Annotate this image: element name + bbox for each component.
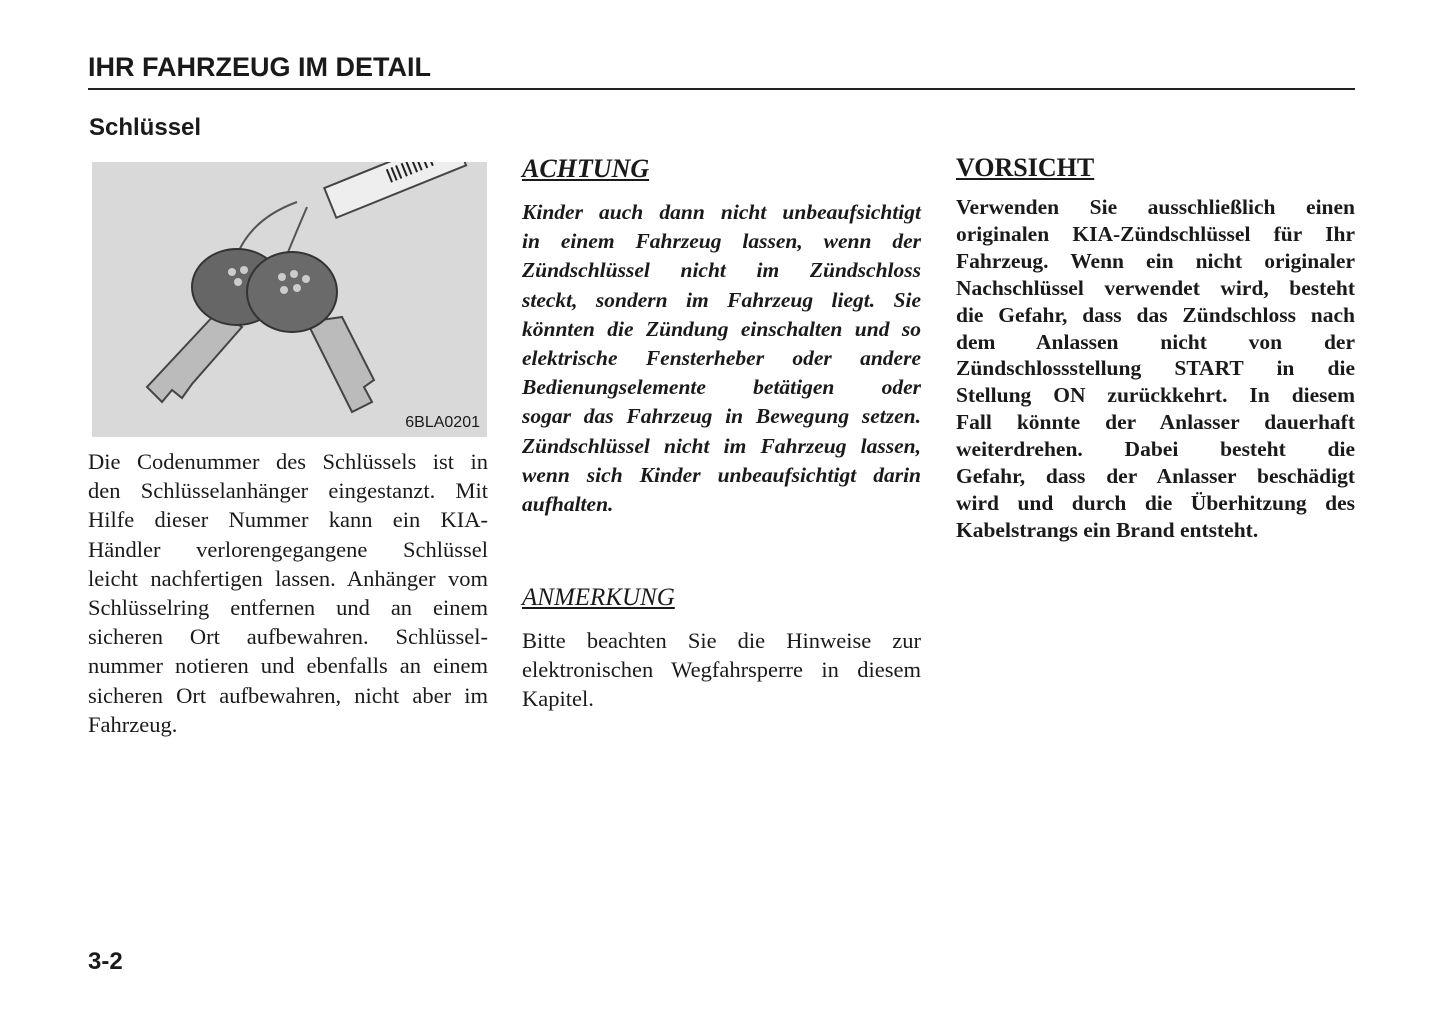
- header-divider: [88, 88, 1355, 90]
- text-line: wird und durch die Überhitzung des: [956, 490, 1355, 515]
- text-line: weiterdrehen. Dabei besteht die: [956, 437, 1355, 462]
- text-line: Kinder auch dann nicht unbeaufsichtigt: [522, 200, 921, 224]
- text-line: könnten die Zündung einschalten und so: [522, 316, 921, 341]
- text-line: Zündschlüssel nicht im Zündschloss: [522, 258, 921, 283]
- text-line: die Gefahr, dass das Zündschloss nach: [956, 302, 1355, 327]
- text-line: Die Codenummer des Schlüssels ist in: [88, 449, 488, 474]
- text-line: Kabelstrangs ein Brand entsteht.: [956, 517, 1259, 542]
- text-line: leicht nachfertigen lassen. Anhänger vom: [88, 565, 488, 591]
- text-line: Fall könnte der Anlasser dauerhaft: [956, 410, 1355, 435]
- text-line: Zündschlossstellung START in die: [956, 356, 1355, 381]
- text-line: dem Anlassen nicht von der: [956, 329, 1355, 354]
- text-line: Händler verlorengegangene Schlüssel: [88, 536, 488, 562]
- text-line: Stellung ON zurückkehrt. In diesem: [956, 383, 1355, 408]
- text-line: in einem Fahrzeug lassen, wenn der: [522, 229, 921, 254]
- text-line: originalen KIA-Zündschlüssel für Ihr: [956, 221, 1355, 246]
- vorsicht-paragraph: [956, 194, 1355, 544]
- keys-drawing: [92, 162, 487, 437]
- text-line: aufhalten.: [522, 492, 614, 517]
- page-number: 3-2: [88, 948, 123, 975]
- text-line: Schlüsselring entfernen und an einem: [88, 595, 488, 621]
- text-line: Fahrzeug. Wenn ein nicht originaler: [956, 248, 1355, 273]
- text-line: Zündschlüssel nicht im Fahrzeug lassen,: [522, 433, 921, 458]
- achtung-paragraph: [522, 198, 921, 519]
- key-code-paragraph: [88, 447, 488, 739]
- figure-caption: 6BLA0201: [405, 414, 480, 431]
- text-line: Nachschlüssel verwendet wird, besteht: [956, 275, 1355, 300]
- vorsicht-heading: VORSICHT: [956, 153, 1095, 182]
- text-line: elektronischen Wegfahrsperre in diesem: [522, 657, 921, 683]
- anmerkung-heading: ANMERKUNG: [522, 584, 675, 611]
- chapter-header: IHR FAHRZEUG IM DETAIL: [88, 52, 431, 82]
- text-line: sicheren Ort aufbewahren, nicht aber im: [88, 682, 488, 708]
- text-line: wenn sich Kinder unbeaufsichtigt darin: [522, 462, 921, 487]
- text-line: Bitte beachten Sie die Hinweise zur: [522, 628, 921, 653]
- text-line: Verwenden Sie ausschließlich einen: [956, 195, 1355, 219]
- section-title: Schlüssel: [89, 114, 202, 141]
- text-line: Gefahr, dass der Anlasser beschädigt: [956, 464, 1355, 489]
- text-line: sicheren Ort aufbewahren. Schlüssel-: [88, 624, 488, 650]
- key-illustration: [92, 162, 487, 437]
- anmerkung-paragraph: [522, 626, 921, 714]
- text-line: Bedienungselemente betätigen oder: [522, 375, 921, 400]
- text-line: elektrische Fensterheber oder andere: [522, 346, 921, 371]
- achtung-heading: ACHTUNG: [522, 154, 650, 183]
- text-line: Kapitel.: [522, 686, 594, 712]
- text-line: sogar das Fahrzeug in Bewegung setzen.: [522, 404, 921, 429]
- text-line: nummer notieren und ebenfalls an einem: [88, 653, 488, 679]
- text-line: den Schlüsselanhänger eingestanzt. Mit: [88, 478, 488, 504]
- text-line: Fahrzeug.: [88, 711, 178, 737]
- text-line: Hilfe dieser Nummer kann ein KIA-: [88, 507, 488, 533]
- text-line: steckt, sondern im Fahrzeug liegt. Sie: [522, 287, 921, 312]
